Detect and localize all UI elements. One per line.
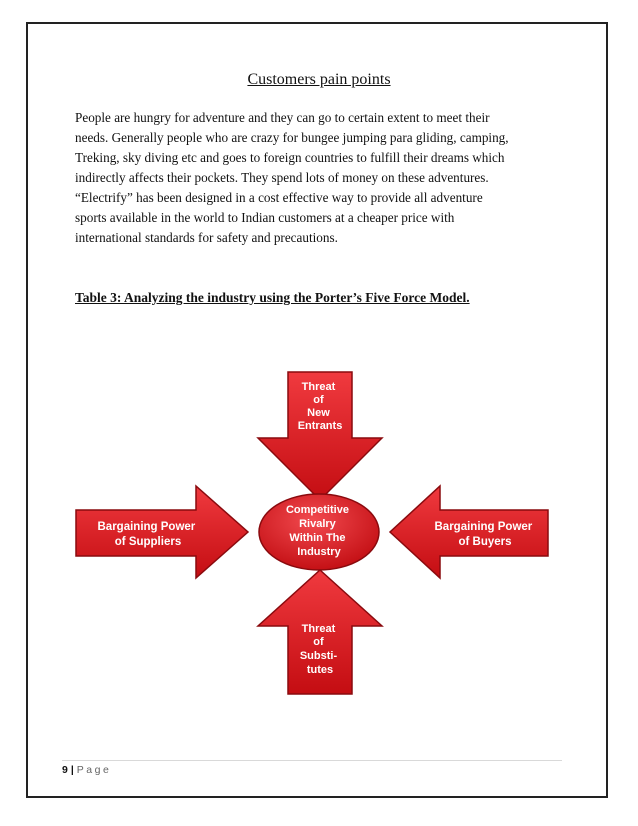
paragraph-line: international standards for safety and precautions. bbox=[75, 230, 338, 245]
page-word: Page bbox=[76, 764, 112, 776]
left-arrow-line: Bargaining Power bbox=[97, 521, 196, 533]
top-arrow bbox=[258, 372, 382, 500]
left-arrow-line: of Suppliers bbox=[114, 536, 182, 548]
bottom-arrow bbox=[258, 570, 382, 694]
footer-divider bbox=[62, 760, 562, 761]
table-caption: Table 3: Analyzing the industry using the Porter’s Five Force Model. bbox=[75, 290, 470, 305]
paragraph-line: sports available in the world to Indian customers at a cheaper price with bbox=[75, 210, 455, 225]
center-oval bbox=[259, 494, 379, 570]
top-arrow-line: Threat bbox=[301, 381, 336, 393]
center-oval-line: Within The bbox=[289, 532, 346, 544]
center-oval-line: Competitive bbox=[285, 504, 349, 516]
diagram-svg bbox=[62, 370, 562, 710]
paragraph-line: needs. Generally people who are crazy for bungee jumping para gliding, camping, bbox=[75, 130, 509, 145]
page-footer bbox=[62, 764, 111, 776]
bottom-arrow-line: Substi- bbox=[299, 650, 338, 662]
bottom-arrow-line: Threat bbox=[301, 623, 336, 635]
paragraph-line: “Electrify” has been designed in a cost effective way to provide all adventure bbox=[75, 190, 483, 205]
left-arrow bbox=[76, 486, 248, 578]
body-paragraph bbox=[75, 108, 575, 248]
top-arrow-line: Entrants bbox=[297, 420, 343, 432]
paragraph-line: Treking, sky diving etc and goes to foreign countries to fulfill their dreams which bbox=[75, 150, 505, 165]
right-arrow-line: Bargaining Power bbox=[434, 521, 533, 533]
center-oval-line: Industry bbox=[297, 546, 341, 558]
right-arrow-line: of Buyers bbox=[458, 536, 512, 548]
section-heading: Customers pain points bbox=[247, 71, 391, 88]
bottom-arrow-line: tutes bbox=[306, 664, 334, 676]
paragraph-line: indirectly affects their pockets. They spend lots of money on these adventures. bbox=[75, 170, 489, 185]
bottom-arrow-line: of bbox=[313, 636, 324, 648]
paragraph-line: People are hungry for adventure and they can go to certain extent to meet their bbox=[75, 110, 490, 125]
page-number: 9 bbox=[62, 764, 68, 776]
right-arrow bbox=[390, 486, 548, 578]
center-oval-line: Rivalry bbox=[299, 518, 336, 530]
footer-separator: | bbox=[70, 764, 74, 776]
top-arrow-line: of bbox=[313, 394, 324, 406]
porter-five-forces-diagram bbox=[62, 370, 562, 710]
top-arrow-line: New bbox=[307, 407, 330, 419]
